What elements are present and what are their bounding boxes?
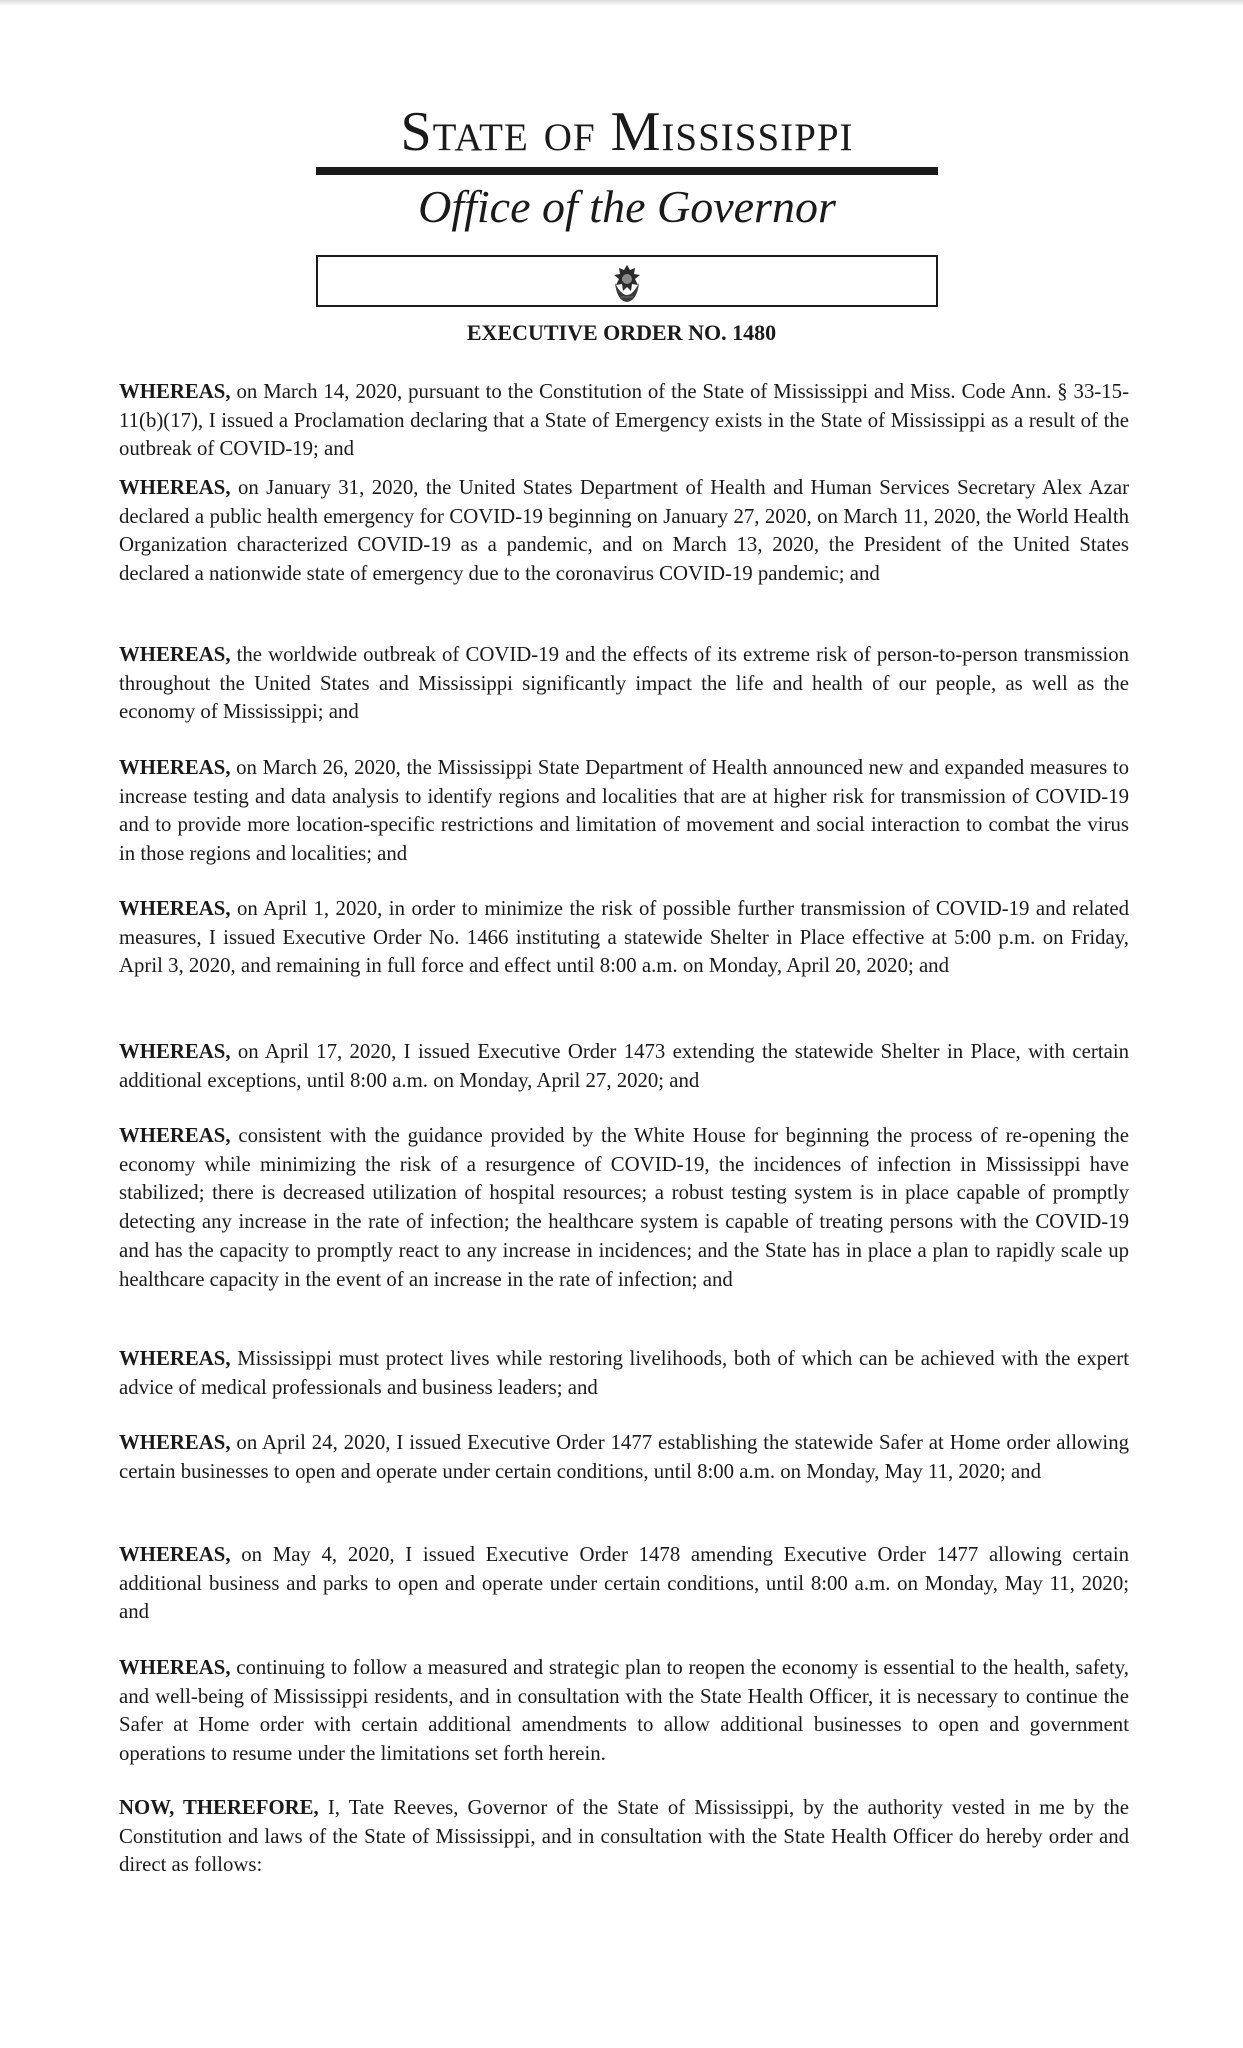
whereas-paragraph-1 [119,378,1129,464]
whereas-paragraph-4 [119,754,1129,869]
paragraph-text: the worldwide outbreak of COVID-19 and the effects of its extreme risk of person-to-person transmission throughout the United States and Mississippi significantly impact the life and health of our people, as well as the economy of Mississippi; and [119,643,1129,724]
paragraph-lead: WHEREAS, [119,1656,231,1679]
whereas-paragraph-11 [119,1654,1129,1769]
paragraph-text: on April 17, 2020, I issued Executive Order 1473 extending the statewide Shelter in Place, with certain additional exceptions, until 8:00 a.m. on Monday, April 27, 2020; and [119,1040,1129,1092]
letterhead-rule [316,167,938,175]
whereas-paragraph-9 [119,1429,1129,1486]
paragraph-text: on January 31, 2020, the United States Department of Health and Human Services Secretary Alex Azar declared a public health emergency for COVID-19 beginning on January 27, 2020, on March 11, 2020, the World Health Organization characterized COVID-19 as a pandemic, and on March 13, 2020, the President of the United States declared a nationwide state of emergency due to the coronavirus COVID-19 pandemic; and [119,476,1129,586]
executive-order-title: EXECUTIVE ORDER NO. 1480 [466,320,777,345]
whereas-paragraph-6 [119,1038,1129,1095]
paragraph-text: Mississippi must protect lives while restoring livelihoods, both of which can be achieved with the expert advice of medical professionals and business leaders; and [119,1347,1129,1399]
state-title: State of Mississippi [400,101,854,163]
paragraph-text: on April 1, 2020, in order to minimize the risk of possible further transmission of COVID-19 and related measures, I issued Executive Order No. 1466 instituting a statewide Shelter in Place effective at 5:00 p.m. on Friday, April 3, 2020, and remaining in full force and effect until 8:00 a.m. on Monday, April 20, 2020; and [119,897,1129,978]
state-seal-icon [607,261,647,305]
paragraph-lead: WHEREAS, [119,643,231,666]
paragraph-lead: WHEREAS, [119,756,231,779]
paragraph-text: on March 14, 2020, pursuant to the Constitution of the State of Mississippi and Miss. Code Ann. § 33-15-11(b)(17), I issued a Proclamation declaring that a State of Emergency exists in the State of Mississippi as a result of the outbreak of COVID-19; and [119,380,1129,461]
paragraph-text: continuing to follow a measured and strategic plan to reopen the economy is essential to the health, safety, and well-being of Mississippi residents, and in consultation with the State Health Officer, it is necessary to continue the Safer at Home order with certain additional amendments to allow additional businesses to open and government operations to resume under the limitations set forth herein. [119,1656,1129,1766]
now-therefore-paragraph [119,1794,1129,1880]
paragraph-lead: WHEREAS, [119,1124,231,1147]
whereas-paragraph-2 [119,474,1129,589]
paragraph-text: on April 24, 2020, I issued Executive Order 1477 establishing the statewide Safer at Home order allowing certain businesses to open and operate under certain conditions, until 8:00 a.m. on Monday, May 11, 2020; and [119,1431,1129,1483]
paragraph-text: consistent with the guidance provided by the White House for beginning the process of re-opening the economy while minimizing the risk of a resurgence of COVID-19, the incidences of infection in Mississippi have stabilized; there is decreased utilization of hospital resources; a robust testing system is in place capable of promptly detecting any increase in the rate of infection; the healthcare system is capable of treating persons with the COVID-19 and has the capacity to promptly react to any increase in incidences; and the State has in place a plan to rapidly scale up healthcare capacity in the event of an increase in the rate of infection; and [119,1124,1129,1291]
seal-box [316,255,938,307]
whereas-paragraph-7 [119,1122,1129,1294]
office-title: Office of the Governor [418,181,836,232]
whereas-paragraph-5 [119,895,1129,981]
paragraph-lead: WHEREAS, [119,1347,231,1370]
paragraph-lead: WHEREAS, [119,476,231,499]
letterhead [316,100,938,237]
paragraph-text: on May 4, 2020, I issued Executive Order 1478 amending Executive Order 1477 allowing certain additional business and parks to open and operate under certain conditions, until 8:00 a.m. on Monday, May 11, 2020; and [119,1543,1129,1624]
paragraph-lead: WHEREAS, [119,1543,231,1566]
paragraph-lead: WHEREAS, [119,897,231,920]
paragraph-text: I, Tate Reeves, Governor of the State of Mississippi, by the authority vested in me by the Constitution and laws of the State of Mississippi, and in consultation with the State Health Officer do hereby order and direct as follows: [119,1796,1129,1877]
paragraph-lead: WHEREAS, [119,1040,231,1063]
scan-edge [0,0,1243,6]
paragraph-lead: NOW, THEREFORE, [119,1796,319,1819]
paragraph-lead: WHEREAS, [119,380,231,403]
paragraph-text: on March 26, 2020, the Mississippi State Department of Health announced new and expanded measures to increase testing and data analysis to identify regions and localities that are at higher risk for transmission of COVID-19 and to provide more location-specific restrictions and limitation of movement and social interaction to combat the virus in those regions and localities; and [119,756,1129,866]
whereas-paragraph-3 [119,641,1129,727]
paragraph-lead: WHEREAS, [119,1431,231,1454]
whereas-paragraph-10 [119,1541,1129,1627]
whereas-paragraph-8 [119,1345,1129,1402]
